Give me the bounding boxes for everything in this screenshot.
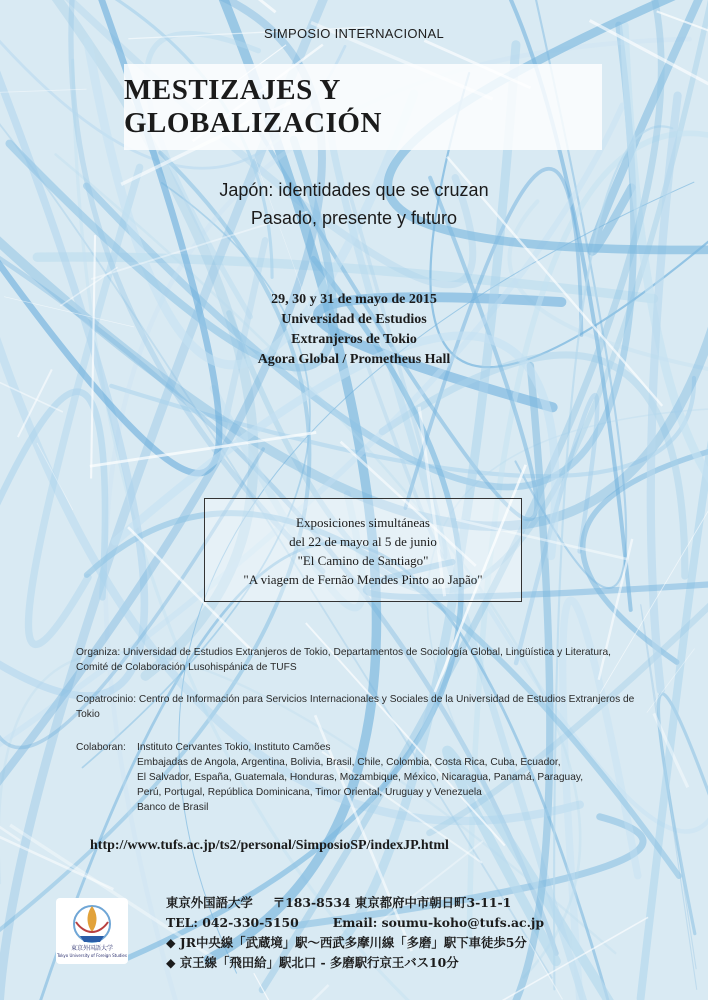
venue-line-3: Agora Global / Prometheus Hall [257, 352, 451, 367]
logo-name-ja: 東京外国語大学 [70, 945, 113, 952]
university-logo [56, 898, 128, 964]
collaborators-line-5: Banco de Brasil [137, 802, 209, 813]
contact-email[interactable]: Email: soumu-koho@tufs.ac.jp [332, 915, 545, 930]
exhibitions-box [204, 498, 522, 602]
exhibition-item-1: "El Camino de Santiago" [297, 553, 429, 568]
collaborators-line-2: Embajadas de Angola, Argentina, Bolivia, Brasil, Chile, Colombia, Costa Rica, Cuba, Ecuador, [137, 757, 561, 768]
collaborators-list [137, 740, 642, 815]
exhibition-item-2: "A viagem de Fernão Mendes Pinto ao Japão" [243, 572, 483, 587]
collaborators-line-3: El Salvador, España, Guatemala, Honduras, Mozambique, México, Nicaragua, Panamá, Paraguay, [137, 772, 584, 783]
emblem-icon [56, 898, 128, 946]
contact-university: 東京外国語大学 [166, 895, 253, 910]
exhibitions-period: del 22 de mayo al 5 de junio [289, 534, 437, 549]
organizer-credit: Organiza: Universidad de Estudios Extranjeros de Tokio, Departamentos de Sociología Global, Lingüística y Literatura, Comité de Colaboración Lusohispánica de TUFS [76, 647, 611, 673]
collaborators-line-1: Instituto Cervantes Tokio, Instituto Camões [137, 742, 331, 753]
title-panel [124, 64, 602, 150]
background-stroke [0, 392, 105, 636]
access-route-1: ◆ JR中央線「武蔵境」駅〜西武多摩川線「多磨」駅下車徒歩5分 [166, 935, 527, 950]
event-details [0, 290, 708, 370]
logo-name-en: Tokyo University of Foreign Studies [57, 953, 127, 958]
access-route-2: ◆ 京王線「飛田給」駅北口 - 多磨駅行京王バス10分 [166, 955, 459, 970]
website-link[interactable]: http://www.tufs.ac.jp/ts2/personal/SimposioSP/indexJP.html [90, 838, 449, 853]
cosponsor-credit: Copatrocinio: Centro de Información para Servicios Internacionales y Sociales de la Universidad de Estudios Extranjeros de Tokio [76, 694, 635, 720]
collaborators-line-4: Perú, Portugal, República Dominicana, Timor Oriental, Uruguay y Venezuela [137, 787, 482, 798]
background-stroke [0, 980, 473, 1000]
contact-address: 〒183-8534 東京都府中市朝日町3-11-1 [272, 895, 512, 910]
venue-line-1: Universidad de Estudios [281, 312, 427, 327]
background-highlight [37, 443, 73, 510]
contact-address-row [166, 893, 544, 913]
collaborators-label: Colaboran: [76, 742, 126, 753]
subtitle-line-1: Japón: identidades que se cruzan [219, 180, 489, 200]
poster-subtitle [0, 176, 708, 232]
collaborators-credit [76, 740, 656, 815]
contact-phone-row [166, 913, 544, 933]
subtitle-line-2: Pasado, presente y futuro [250, 208, 458, 228]
exhibitions-heading: Exposiciones simultáneas [296, 515, 430, 530]
event-type-label: SIMPOSIO INTERNACIONAL [264, 26, 444, 41]
event-dates: 29, 30 y 31 de mayo de 2015 [271, 292, 437, 307]
contact-tel: TEL: 042-330-5150 [166, 915, 299, 930]
poster-title: MESTIZAJES Y GLOBALIZACIÓN [124, 74, 382, 139]
venue-line-2: Extranjeros de Tokio [291, 332, 417, 347]
background-highlight [302, 985, 328, 1000]
contact-info [166, 893, 544, 973]
